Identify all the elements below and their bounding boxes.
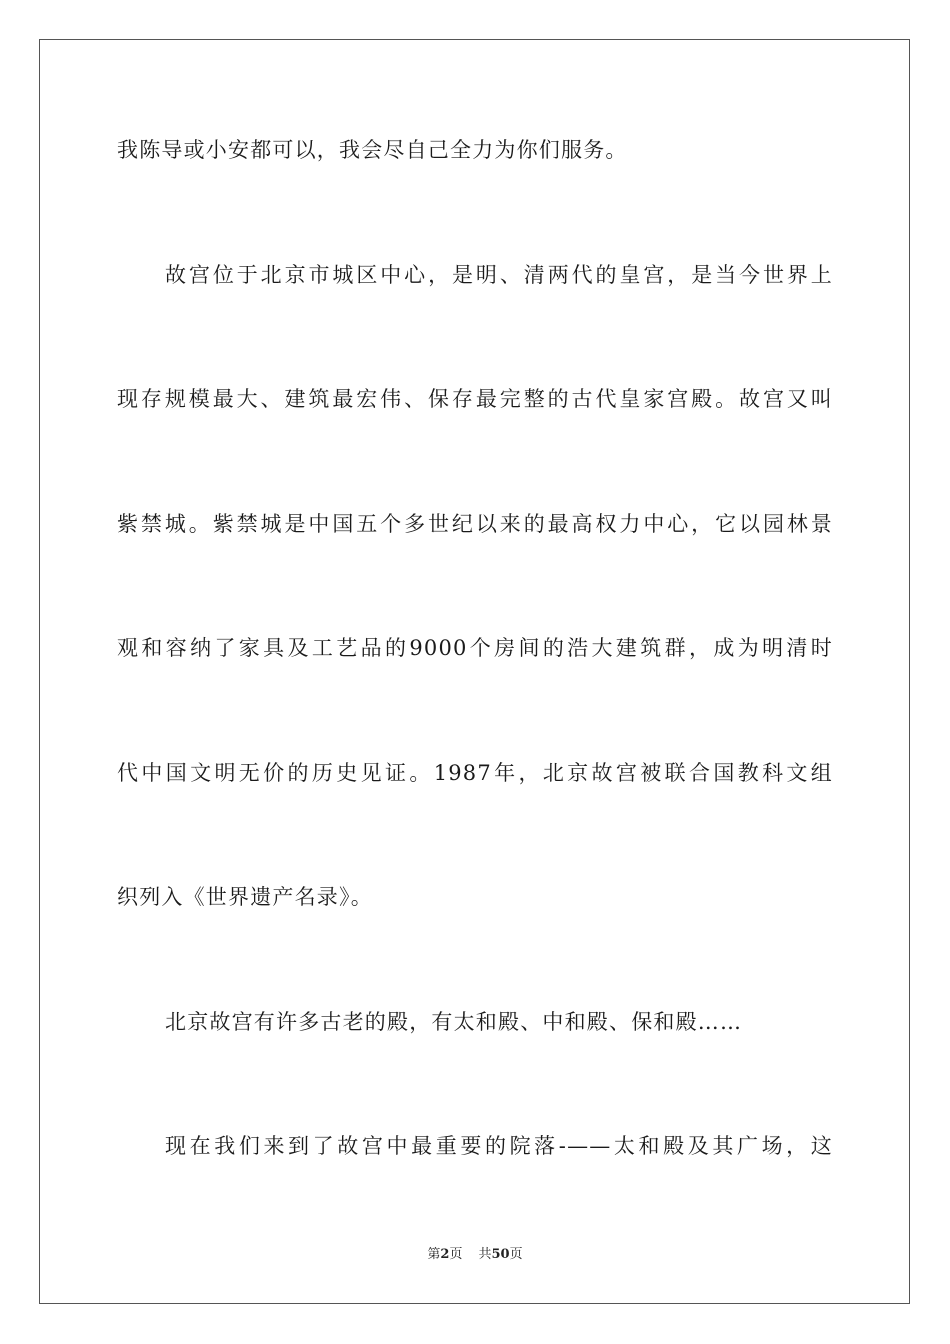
text-line-6: 代中国文明无价的历史见证。1987年，北京故宫被联合国教科文组 — [117, 761, 833, 785]
page-footer — [0, 1246, 950, 1264]
text-line-3: 现存规模最大、建筑最宏伟、保存最完整的古代皇家宫殿。故宫又叫 — [117, 387, 833, 411]
footer-page-prefix: 第 — [427, 1247, 441, 1262]
footer-page-suffix: 页 — [449, 1247, 463, 1262]
footer-current-page: 2 — [440, 1247, 450, 1262]
page-frame — [39, 39, 910, 1304]
text-line-7: 织列入《世界遗产名录》。 — [117, 885, 373, 909]
footer-total-suffix: 页 — [509, 1247, 523, 1262]
text-line-2: 故宫位于北京市城区中心，是明、清两代的皇宫，是当今世界上 — [165, 263, 833, 287]
footer-total-pages: 50 — [491, 1247, 510, 1262]
text-line-5: 观和容纳了家具及工艺品的9000个房间的浩大建筑群，成为明清时 — [117, 636, 833, 660]
text-line-8: 北京故宫有许多古老的殿，有太和殿、中和殿、保和殿…… — [165, 1010, 743, 1034]
text-line-1: 我陈导或小安都可以，我会尽自己全力为你们服务。 — [117, 138, 628, 162]
text-line-4: 紫禁城。紫禁城是中国五个多世纪以来的最高权力中心，它以园林景 — [117, 512, 833, 536]
text-line-9: 现在我们来到了故宫中最重要的院落-——太和殿及其广场，这 — [165, 1134, 833, 1158]
footer-total-prefix: 共 — [478, 1247, 492, 1262]
